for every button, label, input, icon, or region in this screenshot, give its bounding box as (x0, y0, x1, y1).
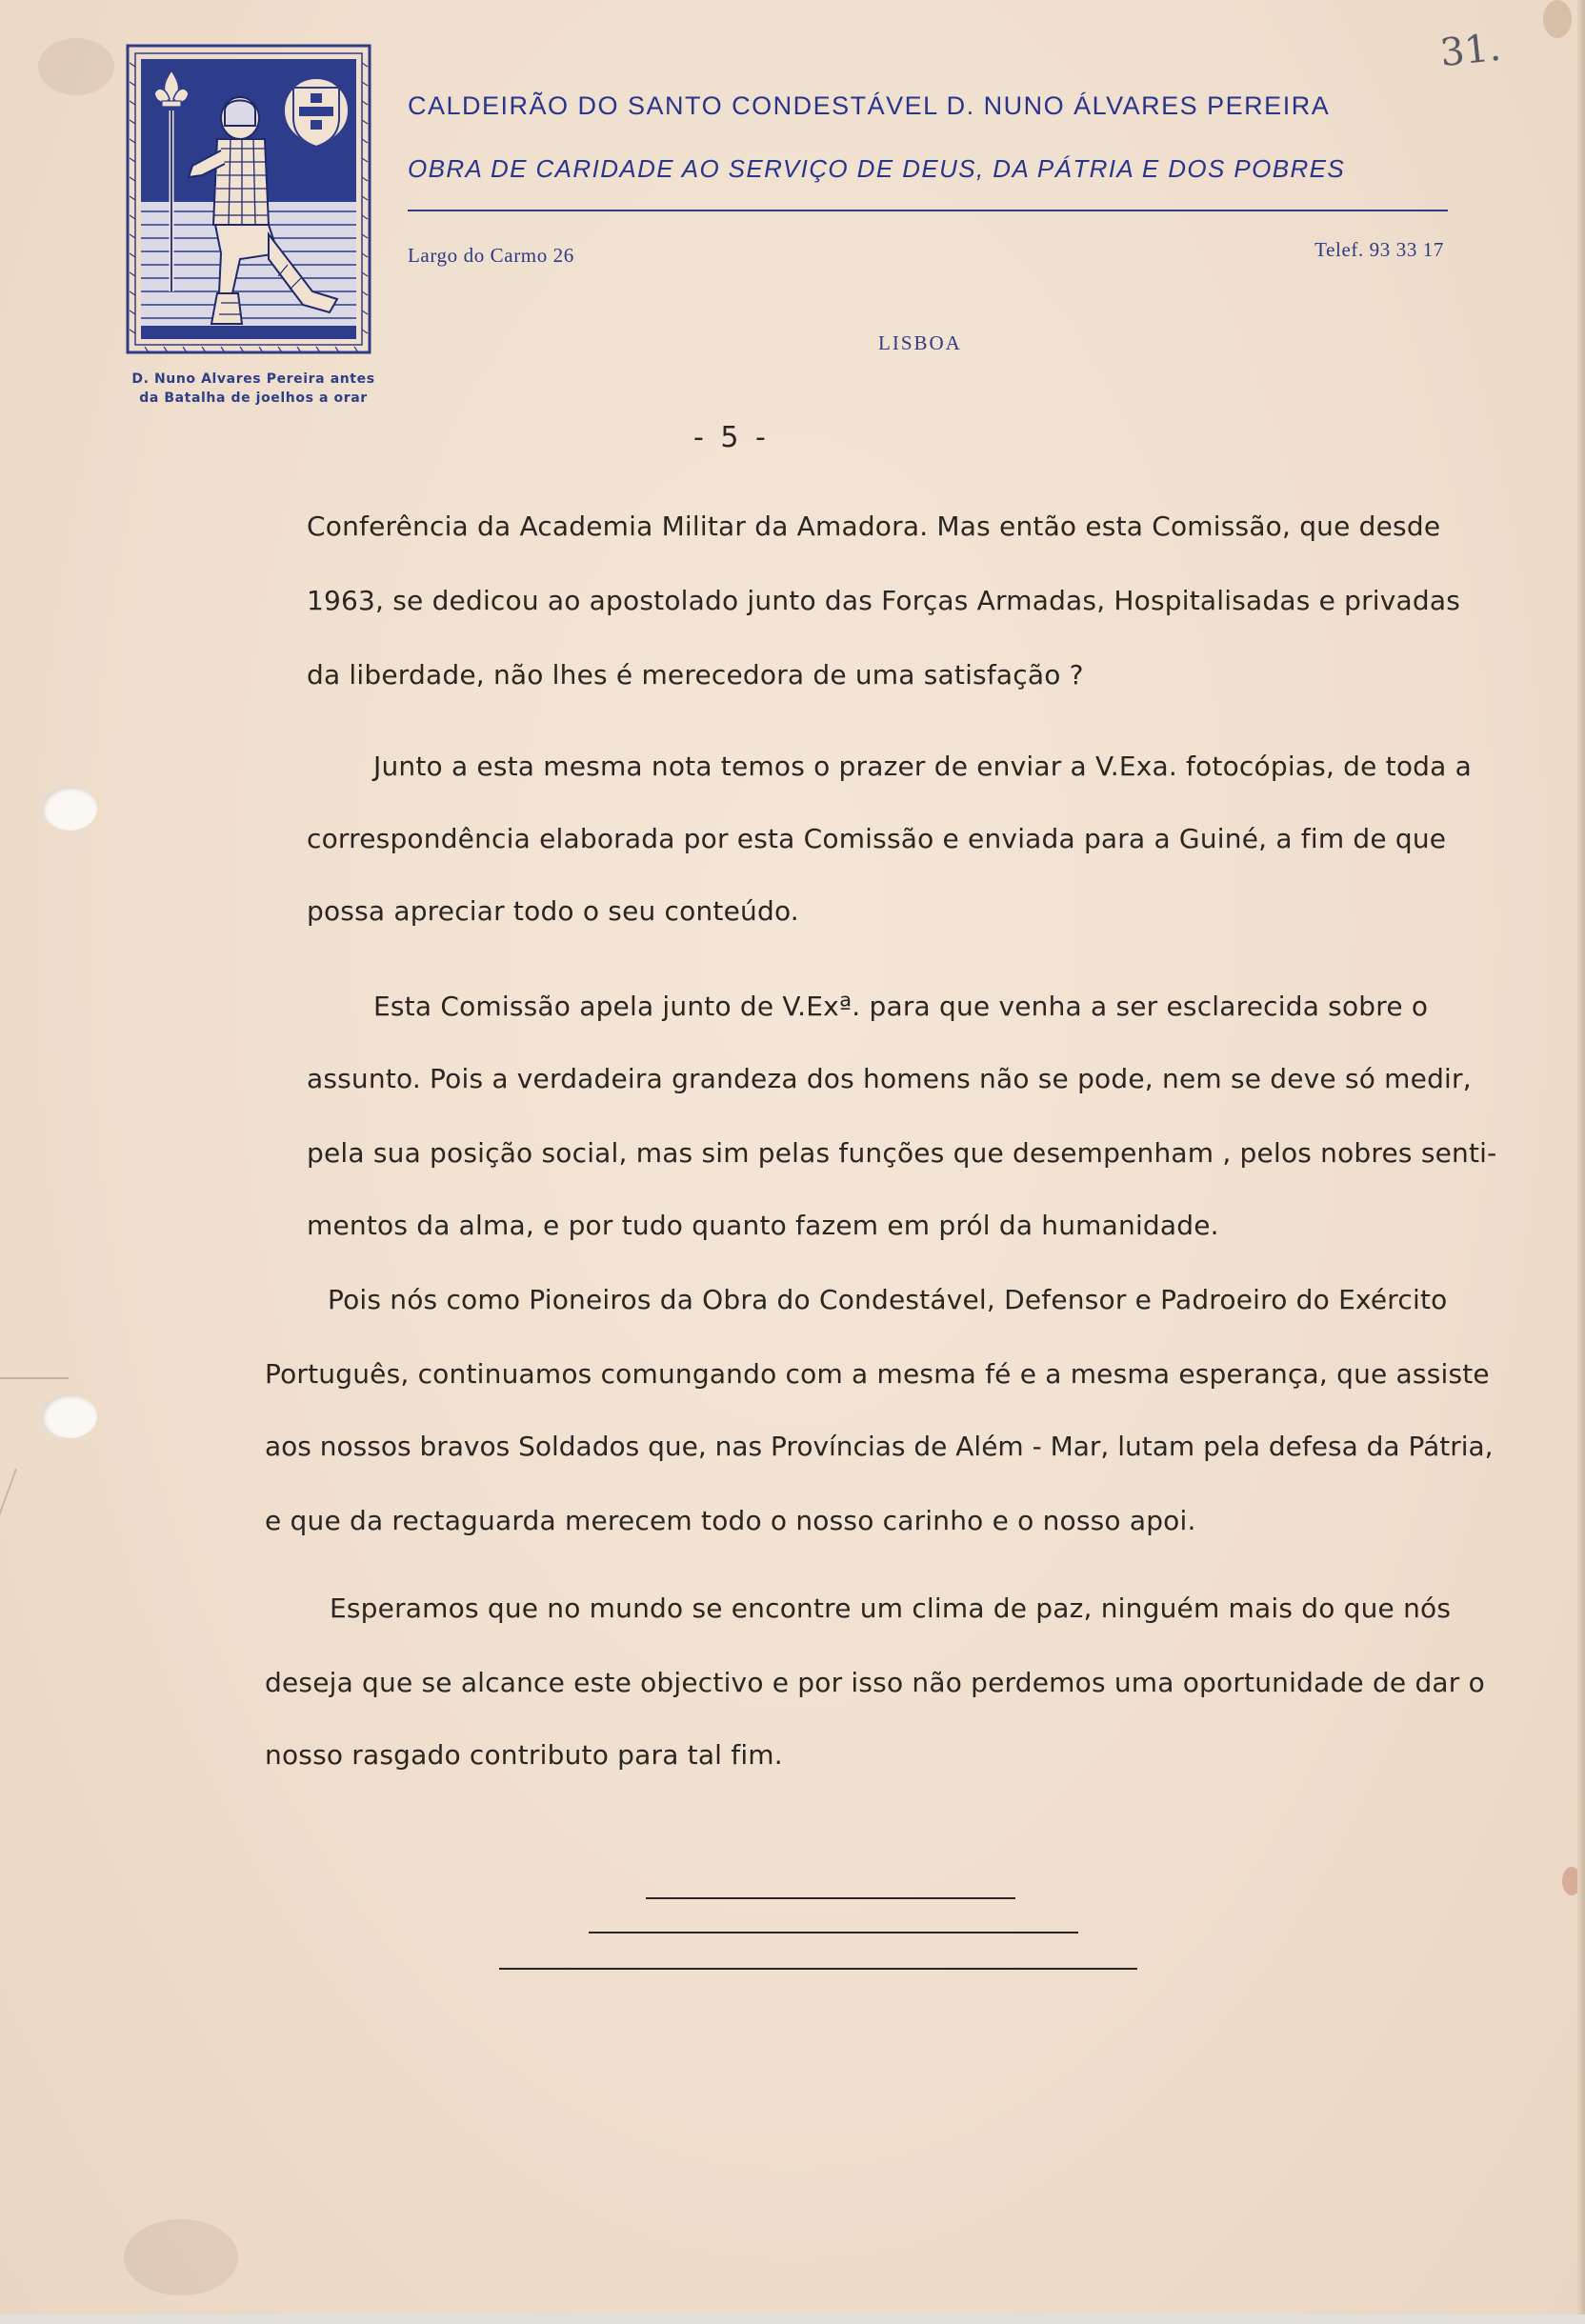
body-line: Pois nós como Pioneiros da Obra do Condestável, Defensor e Padroeiro do Exército (328, 1284, 1448, 1315)
letterhead-divider (408, 210, 1448, 211)
body-line: Esta Comissão apela junto de V.Exª. para que venha a ser esclarecida sobre o (373, 991, 1429, 1022)
body-line: 1963, se dedicou ao apostolado junto das Forças Armadas, Hospitalisadas e privadas (307, 585, 1461, 616)
logo-caption (120, 370, 387, 408)
body-line: da liberdade, não lhes é merecedora de uma satisfação ? (307, 659, 1084, 691)
body-line: e que da rectaguarda merecem todo o nosso carinho e o nosso apoi. (265, 1505, 1196, 1536)
folio-number: 31. (1438, 25, 1504, 76)
body-line: Esperamos que no mundo se encontre um clima de paz, ninguém mais do que nós (330, 1593, 1452, 1624)
phone-number: Telef. 93 33 17 (1314, 238, 1444, 261)
body-line: Junto a esta mesma nota temos o prazer de enviar a V.Exa. fotocópias, de toda a (373, 751, 1472, 782)
body-line: Português, continuamos comungando com a mesma fé e a mesma esperança, que assiste (265, 1358, 1490, 1390)
logo-caption-line: da Batalha de joelhos a orar (139, 391, 368, 406)
body-line: correspondência elaborada por esta Comissão e enviada para a Guiné, a fim de que (307, 823, 1447, 854)
paper-stain (124, 2219, 238, 2295)
kneeling-knight-logo-icon (126, 44, 371, 358)
body-line: assunto. Pois a verdadeira grandeza dos homens não se pode, nem se deve só medir, (307, 1063, 1472, 1094)
closing-rule (589, 1932, 1078, 1933)
punch-hole (42, 787, 97, 831)
paper-stain (1543, 0, 1572, 38)
paper-crease (0, 1377, 69, 1379)
page-number: - 5 - (693, 421, 770, 454)
body-line: Conferência da Academia Militar da Amadora. Mas então esta Comissão, que desde (307, 511, 1441, 542)
body-line: pela sua posição social, mas sim pelas funções que desempenham , pelos nobres senti- (307, 1137, 1497, 1169)
body-line: possa apreciar todo o seu conteúdo. (307, 895, 799, 927)
address: Largo do Carmo 26 (408, 244, 574, 267)
organization-name: CALDEIRÃO DO SANTO CONDESTÁVEL D. NUNO ÁLVARES PEREIRA (408, 91, 1331, 120)
closing-rule (499, 1968, 1137, 1970)
scan-edge (1577, 0, 1585, 2324)
body-line: deseja que se alcance este objectivo e por isso não perdemos uma oportunidade de dar o (265, 1667, 1485, 1698)
logo-caption-line: D. Nuno Alvares Pereira antes (131, 371, 375, 387)
scan-edge (0, 2314, 1585, 2324)
punch-hole (42, 1394, 97, 1438)
organization-motto: OBRA DE CARIDADE AO SERVIÇO DE DEUS, DA PÁTRIA E DOS POBRES (408, 154, 1346, 183)
closing-rule (646, 1897, 1015, 1899)
city: LISBOA (878, 331, 962, 354)
body-line: aos nossos bravos Soldados que, nas Províncias de Além - Mar, lutam pela defesa da Pátria, (265, 1431, 1494, 1462)
body-line: nosso rasgado contributo para tal fim. (265, 1739, 783, 1771)
body-line: mentos da alma, e por tudo quanto fazem em pról da humanidade. (307, 1210, 1219, 1241)
paper-stain (38, 38, 114, 95)
paper-crease (0, 1469, 17, 1532)
